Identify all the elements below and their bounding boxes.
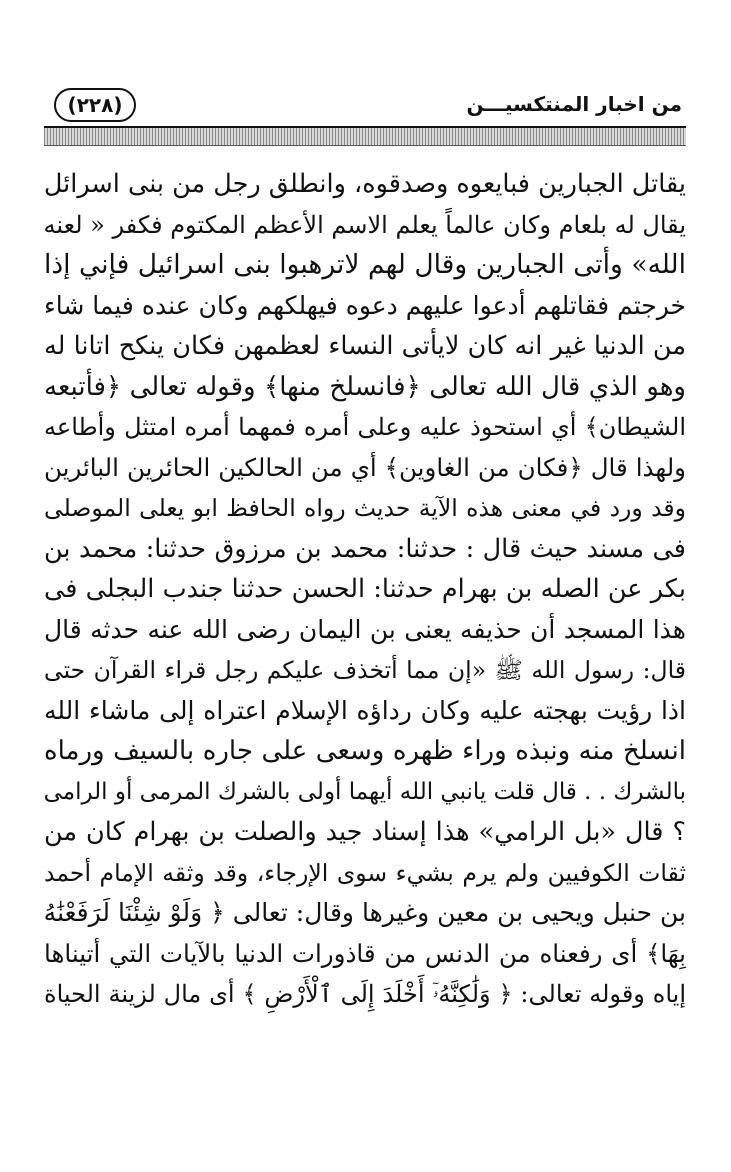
text-line: انسلخ منه ونبذه وراء ظهره وسعى على جاره بالسيف ورماه <box>44 736 686 766</box>
running-title: من اخبار المنتكسيـــن <box>466 92 682 116</box>
text-line: من الدنيا غير انه كان لايأتى النساء لعظمهن فكان ينكح اتانا له <box>44 331 686 361</box>
text-line: بالشرك . . قال قلت يانبي الله أيهما أولى بالشرك المرمى أو الرامى <box>43 778 686 805</box>
text-line: بِهَا﴾ أى رفعناه من الدنس من قاذورات الدنيا بالآيات التي أتيناها <box>44 938 686 968</box>
header-rule <box>44 126 686 146</box>
text-line: خرجتم فقاتلهم أدعوا عليهم دعوه فيهلكهم وكان عنده فيما شاء <box>44 290 686 320</box>
text-line: قال: رسول الله ﷺ «إن مما أتخذف عليكم رجل قراء القرآن حتى <box>44 656 686 684</box>
body-text <box>44 164 686 1015</box>
text-line: فى مسند حيث قال : حدثنا: محمد بن مرزوق حدثنا: محمد بن <box>44 533 686 564</box>
text-line: يقاتل الجبارين فبايعوه وصدقوه، وانطلق رجل من بنى اسرائل <box>43 169 686 199</box>
text-line: بن حنبل ويحيى بن معين وغيرها وقال: تعالى ﴿ وَلَوْ شِئْنَا لَرَفَعْنَٰهُ <box>43 898 686 927</box>
text-line: وقد ورد في معنى هذه الآية حديث رواه الحافظ ابو يعلى الموصلى <box>44 494 686 522</box>
text-line: وهو الذي قال الله تعالى ﴿فانسلخ منها﴾ وقوله تعالى ﴿فأتبعه <box>44 371 686 402</box>
text-line: ؟ قال «بل الرامي» هذا إسناد جيد والصلت بن بهرام كان من <box>44 817 686 847</box>
text-line: الشيطان﴾ أي استحوذ عليه وعلى أمره فمهما أمره امتثل وأطاعه <box>44 413 686 441</box>
text-line: ولهذا قال ﴿فكان من الغاوين﴾ أي من الحالكين الحائرين البائرين <box>44 452 686 482</box>
text-line: ثقات الكوفيين ولم يرم بشيء سوى الإرجاء، وقد وثقه الإمام أحمد <box>44 858 686 887</box>
text-line: هذا المسجد أن حذيفه يعنى بن اليمان رضى الله عنه حدثه قال <box>44 614 686 644</box>
page-header <box>44 88 686 124</box>
text-line: بكر عن الصله بن بهرام حدثنا: الحسن حدثنا جندب البجلى فى <box>44 574 686 604</box>
text-line: الله» وأتى الجبارين وقال لهم لاترهبوا بنى اسرائيل فإني إذا <box>44 249 686 280</box>
text-line: إياه وقوله تعالى: ﴿ وَلَٰكِنَّهُۥٓ أَخْلَدَ إِلَى ٱلْأَرْضِ ﴾ أى مال لزينة الحياة <box>44 980 686 1008</box>
text-line: اذا رؤيت بهجته عليه وكان رداؤه الإسلام اعتراه إلى ماشاء الله <box>44 695 686 725</box>
text-line: يقال له بلعام وكان عالماً يعلم الاسم الأعظم المكتوم فكفر « لعنه <box>43 210 686 239</box>
page-number: (٢٢٨) <box>54 88 136 122</box>
